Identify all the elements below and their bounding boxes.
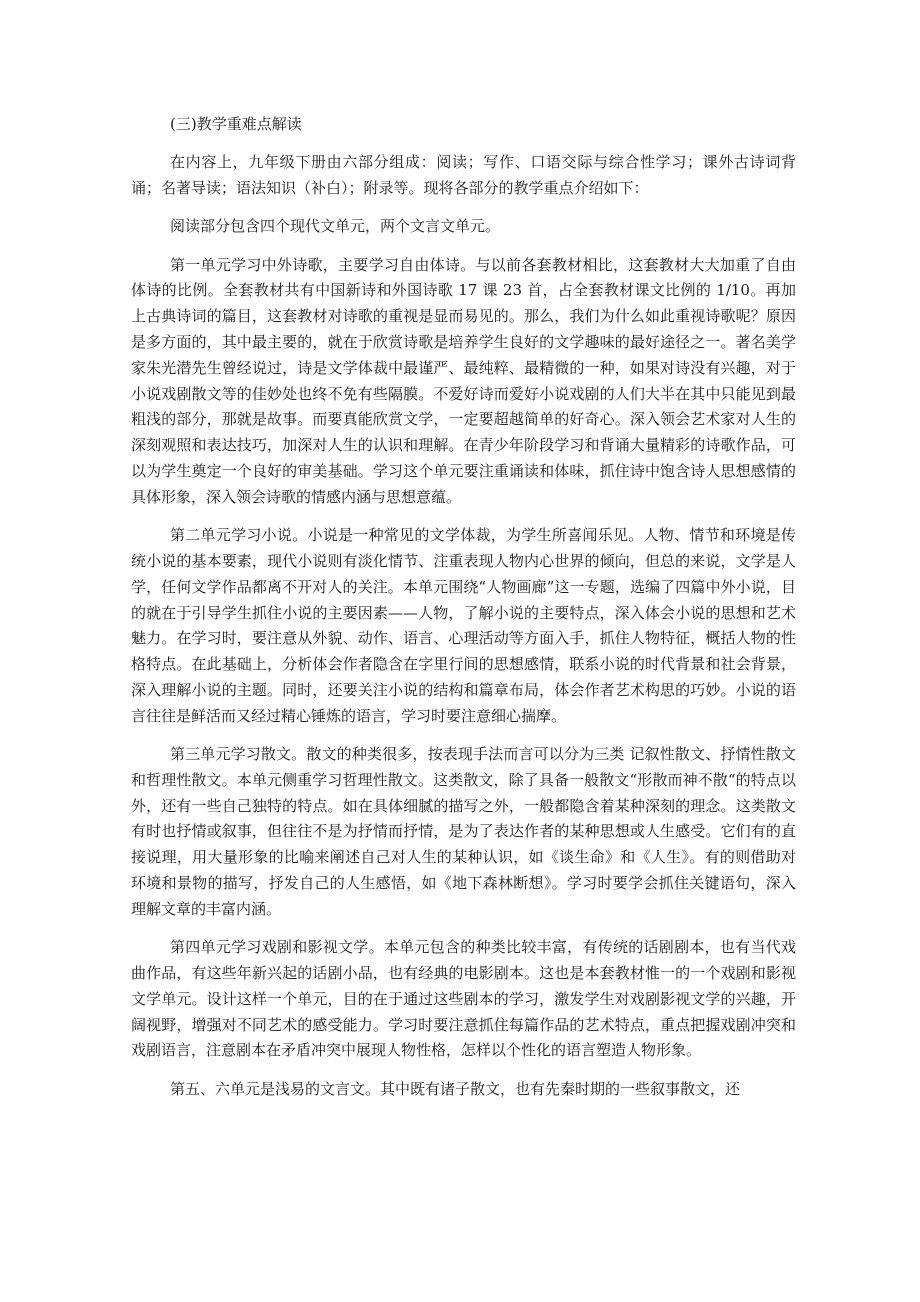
paragraph-unit-4-drama: 第四单元学习戏剧和影视文学。本单元包含的种类比较丰富，有传统的话剧剧本，也有当代戏曲作品，有这些年新兴起的话剧小品，也有经典的电影剧本。这也是本套教材惟一的一个戏剧和影视文学单元。设计这样一个单元，目的在于通过这些剧本的学习，激发学生对戏剧影视文学的兴趣，开阔视野，增强对不同艺术的感受能力。学习时要注意抓住每篇作品的艺术特点，重点把握戏剧冲突和戏剧语言，注意剧本在矛盾冲突中展现人物性格，怎样以个性化的语言塑造人物形象。 (131, 938, 796, 1060)
paragraph-unit-3-prose: 第三单元学习散文。散文的种类很多，按表现手法而言可以分为三类 记叙性散文、抒情性散文和哲理性散文。本单元侧重学习哲理性散文。这类散文，除了具备一般散文“形散而神不散“的特点以外，还有一些自己独特的特点。如在具体细腻的描写之外，一般都隐含着某种深刻的理念。这类散文有时也抒情或叙事，但往往不是为抒情而抒情，是为了表达作者的某种思想或人生感受。它们有的直接说理，用大量形象的比喻来阐述自己对人生的某种认识，如《谈生命》和《人生》。有的则借助对环境和景物的描写，抒发自己的人生感悟，如《地下森林断想》。学习时要学会抓住关键语句，深入理解文章的丰富内涵。 (131, 745, 796, 918)
paragraph-reading-overview: 阅读部分包含四个现代文单元，两个文言文单元。 (170, 217, 501, 236)
paragraph-unit-5-6-classical: 第五、六单元是浅易的文言文。其中既有诸子散文，也有先秦时期的一些叙事散文，还 (170, 1079, 741, 1098)
section-heading: (三)教学重难点解读 (170, 115, 302, 133)
paragraph-unit-2-fiction: 第二单元学习小说。小说是一种常见的文学体裁，为学生所喜闻乐见。人物、情节和环境是传统小说的基本要素，现代小说则有淡化情节、注重表现人物内心世界的倾向，但总的来说，文学是人学，任何文学作品都离不开对人的关注。本单元围绕“人物画廊”这一专题，选编了四篇中外小说，目的就在于引导学生抓住小说的主要因素——人物，了解小说的主要特点，深入体会小说的思想和艺术魅力。在学习时，要注意从外貌、动作、语言、心理活动等方面入手，抓住人物特征，概括人物的性格特点。在此基础上，分析体会作者隐含在字里行间的思想感情，联系小说的时代背景和社会背景，深入理解小说的主题。同时，还要关注小说的结构和篇章布局，体会作者艺术构思的巧妙。小说的语言往往是鲜活而又经过精心锤炼的语言，学习时要注意细心揣摩。 (131, 526, 796, 725)
document-body (131, 112, 796, 1115)
paragraph-intro: 在内容上，九年级下册由六部分组成：阅读；写作、口语交际与综合性学习；课外古诗词背诵；名著导读；语法知识（补白）；附录等。现将各部分的教学重点介绍如下： (131, 153, 796, 198)
paragraph-unit-1-poetry: 第一单元学习中外诗歌，主要学习自由体诗。与以前各套教材相比，这套教材大大加重了自由体诗的比例。全套教材共有中国新诗和外国诗歌 17 课 23 首，占全套教材课文比例的 1/10。再加上古典诗词的篇目，这套教材对诗歌的重视是显而易见的。那么，我们为什么如此重视诗歌呢？原因是多方面的，其中最主要的，就在于欣赏诗歌是培养学生良好的文学趣味的最好途径之一。著名美学家朱光潜先生曾经说过，诗是文学体裁中最谨严、最纯粹、最精微的一种，如果对诗没有兴趣，对于小说戏剧散文等的佳妙处也终不免有些隔膜。不爱好诗而爱好小说戏剧的人们大半在其中只能见到最粗浅的部分，那就是故事。而要真能欣赏文学，一定要超越简单的好奇心。深入领会艺术家对人生的深刻观照和表达技巧，加深对人生的认识和理解。在青少年阶段学习和背诵大量精彩的诗歌作品，可以为学生奠定一个良好的审美基础。学习这个单元要注重诵读和体味，抓住诗中饱含诗人思想感情的具体形象，深入领会诗歌的情感内涵与思想意蕴。 (131, 255, 796, 506)
